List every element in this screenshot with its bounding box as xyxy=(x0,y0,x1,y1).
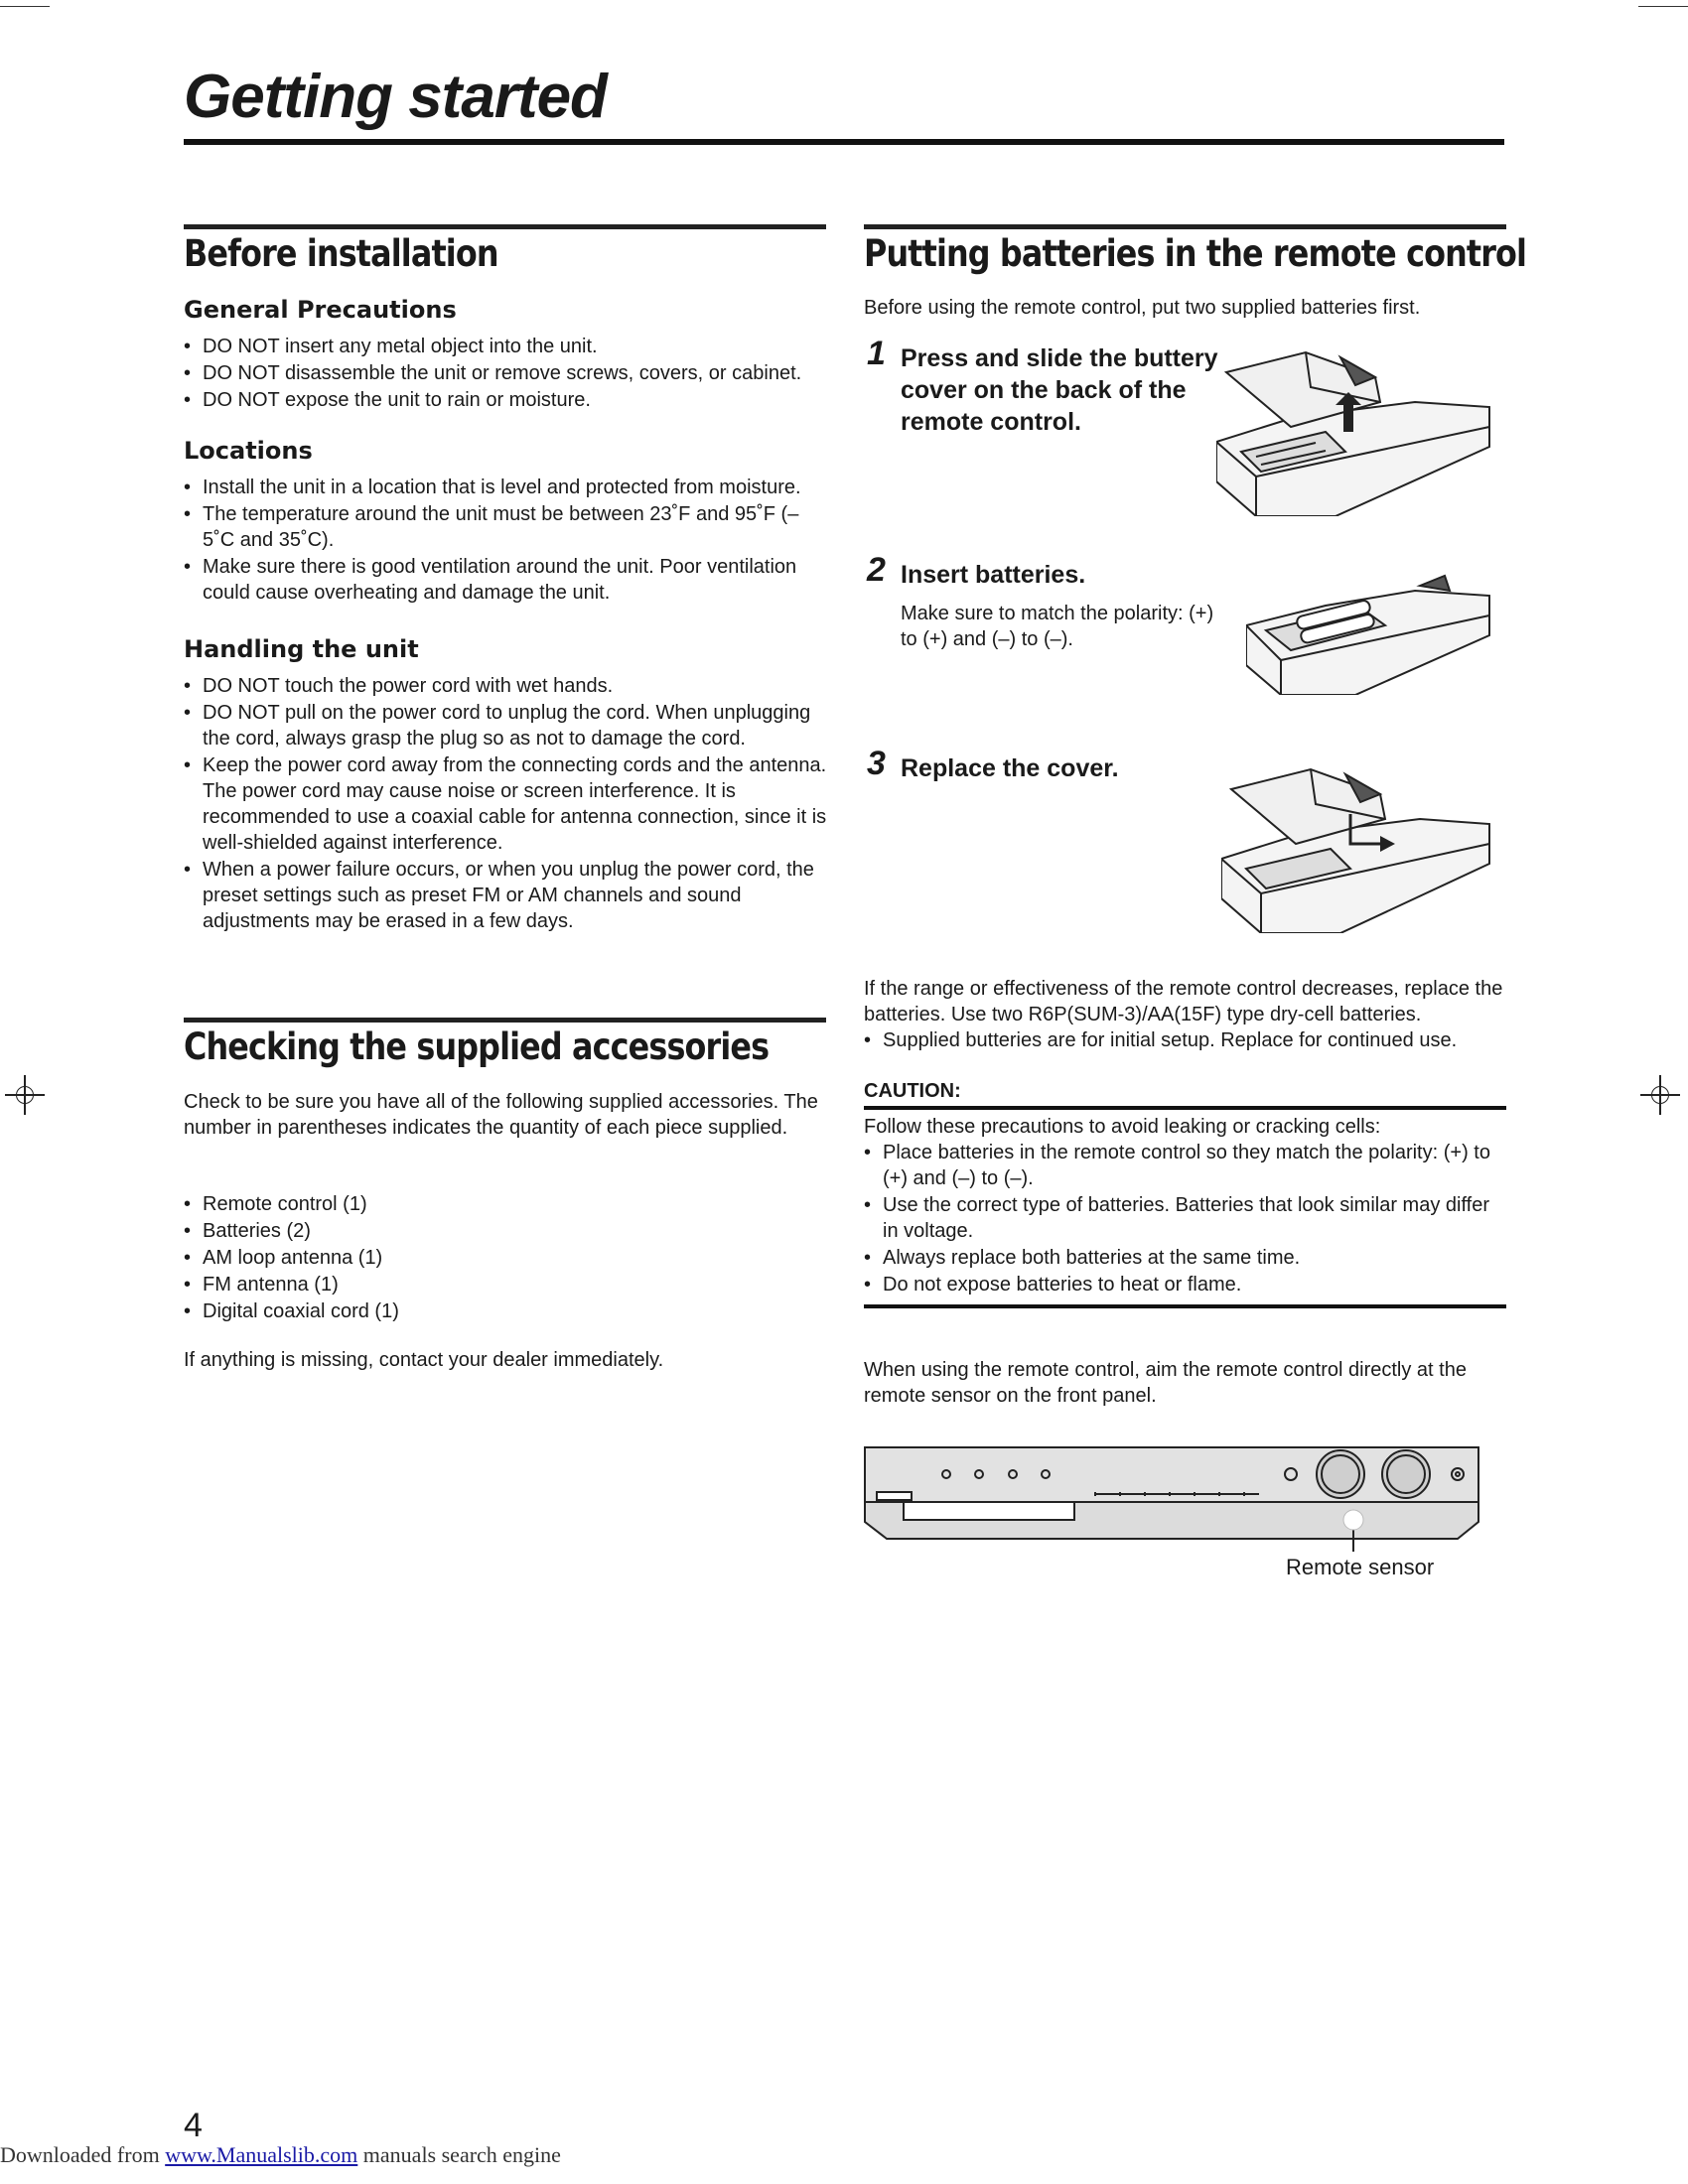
list-item: • DO NOT touch the power cord with wet hands. xyxy=(184,673,829,699)
list-item: • When a power failure occurs, or when you unplug the power cord, the preset settings such as preset FM or AM channels and sound adjustments may be erased in a few days. xyxy=(184,857,829,934)
step-number: 3 xyxy=(867,745,886,782)
crop-mark-top-left xyxy=(0,6,50,7)
step-title: Replace the cover. xyxy=(901,754,1119,782)
section-heading-before-installation: Before installation xyxy=(184,232,498,275)
crop-mark-top-right xyxy=(1638,6,1688,7)
registration-mark-left xyxy=(16,1086,34,1104)
list-item: • DO NOT insert any metal object into the unit. xyxy=(184,334,829,359)
remote-open-cover-illustration xyxy=(1216,347,1494,516)
batteries-intro: Before using the remote control, put two supplied batteries first. xyxy=(864,297,1421,319)
handling-list xyxy=(184,673,829,935)
general-precautions-list xyxy=(184,334,829,414)
list-item: • Remote control (1) xyxy=(184,1191,819,1217)
step-number: 1 xyxy=(867,335,886,372)
range-note: If the range or effectiveness of the remote control decreases, replace the batteries. Use two R6P(SUM-3)/AA(15F) type dry-cell batteries. xyxy=(864,978,1503,1025)
remote-sensor-label: Remote sensor xyxy=(1286,1555,1435,1579)
list-item: • Supplied butteries are for initial setup. Replace for continued use. xyxy=(864,1027,1504,1053)
aim-note: When using the remote control, aim the remote control directly at the remote sensor on the front panel. xyxy=(864,1359,1467,1407)
missing-note: If anything is missing, contact your dealer immediately. xyxy=(184,1349,664,1371)
caution-list xyxy=(864,1140,1494,1298)
list-item: • DO NOT disassemble the unit or remove screws, covers, or cabinet. xyxy=(184,360,829,386)
list-item: • DO NOT expose the unit to rain or moisture. xyxy=(184,387,829,413)
list-item: • The temperature around the unit must be between 23˚F and 95˚F (–5˚C and 35˚C). xyxy=(184,501,829,553)
caution-top-rule xyxy=(864,1106,1506,1110)
download-footer xyxy=(0,2142,561,2168)
subheading-locations: Locations xyxy=(184,437,313,465)
page-number: 4 xyxy=(184,2107,203,2144)
list-item: • Do not expose batteries to heat or flame. xyxy=(864,1272,1494,1297)
list-item: • Digital coaxial cord (1) xyxy=(184,1298,819,1324)
title-rule xyxy=(184,139,1504,145)
list-item: • Use the correct type of batteries. Batteries that look similar may differ in voltage. xyxy=(864,1192,1494,1244)
step-title: Press and slide the buttery cover on the back of the remote control. xyxy=(901,344,1218,436)
locations-list xyxy=(184,475,829,607)
section-rule xyxy=(184,1018,826,1023)
step-number: 2 xyxy=(867,551,886,589)
registration-mark-right xyxy=(1651,1086,1669,1104)
list-item: • DO NOT pull on the power cord to unplug the cord. When unplugging the cord, always grasp the plug so as not to damage the cord. xyxy=(184,700,829,751)
section-rule xyxy=(864,224,1506,229)
accessories-list xyxy=(184,1191,819,1325)
remote-replace-cover-illustration xyxy=(1221,764,1494,933)
list-item: • Place batteries in the remote control so they match the polarity: (+) to (+) and (–) to (–). xyxy=(864,1140,1494,1191)
list-item: • FM antenna (1) xyxy=(184,1272,819,1297)
section-rule xyxy=(184,224,826,229)
step-title: Insert batteries. xyxy=(901,561,1086,589)
footer-suffix: manuals search engine xyxy=(357,2142,561,2167)
footer-prefix: Downloaded from xyxy=(0,2142,166,2167)
list-item: • Keep the power cord away from the connecting cords and the antenna. The power cord may cause noise or screen interference. It is recommended to use a coaxial cable for antenna connection, since it is well-shielded against interference. xyxy=(184,752,829,856)
subheading-general-precautions: General Precautions xyxy=(184,296,457,324)
remote-insert-batteries-illustration xyxy=(1246,566,1494,695)
list-item: • Batteries (2) xyxy=(184,1218,819,1244)
caution-bottom-rule xyxy=(864,1304,1506,1308)
caution-intro: Follow these precautions to avoid leaking or cracking cells: xyxy=(864,1116,1381,1138)
page-title: Getting started xyxy=(184,63,607,131)
list-item: • Make sure there is good ventilation around the unit. Poor ventilation could cause overheating and damage the unit. xyxy=(184,554,829,606)
accessories-intro: Check to be sure you have all of the following supplied accessories. The number in parentheses indicates the quantity of each piece supplied. xyxy=(184,1091,818,1139)
subheading-handling: Handling the unit xyxy=(184,635,419,663)
supplied-note-list xyxy=(864,1027,1504,1054)
manualslib-link[interactable]: www.Manualslib.com xyxy=(165,2142,358,2167)
list-item: • Always replace both batteries at the same time. xyxy=(864,1245,1494,1271)
section-heading-accessories: Checking the supplied accessories xyxy=(184,1025,770,1068)
caution-heading: CAUTION: xyxy=(864,1080,961,1102)
list-item: • AM loop antenna (1) xyxy=(184,1245,819,1271)
step-body: Make sure to match the polarity: (+) to (+) and (–) to (–). xyxy=(901,603,1214,650)
section-heading-batteries: Putting batteries in the remote control xyxy=(864,232,1527,275)
list-item: • Install the unit in a location that is level and protected from moisture. xyxy=(184,475,829,500)
